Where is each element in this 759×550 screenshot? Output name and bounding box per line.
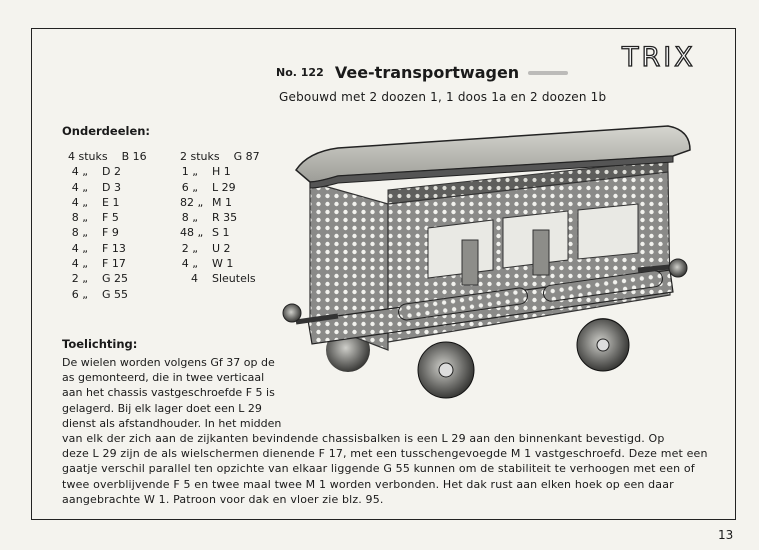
parts-column-2	[180, 149, 260, 287]
buffer-left	[283, 304, 301, 322]
parts-row	[180, 256, 260, 271]
parts-row	[68, 149, 147, 164]
model-subtitle: Gebouwd met 2 doozen 1, 1 doos 1a en 2 doozen 1b	[279, 90, 607, 104]
buffer-right	[669, 259, 687, 277]
parts-heading: Onderdeelen:	[62, 124, 151, 138]
part-code: F 9	[102, 226, 119, 240]
part-code: R 35	[212, 211, 238, 225]
parts-row	[68, 195, 147, 210]
brand-logo: TRIX	[622, 42, 696, 73]
explanation-heading: Toelichting:	[62, 337, 138, 351]
part-quantity: 2 stuks	[180, 150, 220, 163]
parts-row	[180, 241, 260, 256]
part-code: W 1	[212, 257, 234, 271]
part-code: M 1	[212, 195, 232, 209]
part-code: H 1	[212, 165, 231, 179]
wagon-illustration	[278, 120, 698, 410]
explanation-line: aan het chassis vastgeschroefde F 5 is	[62, 386, 275, 400]
explanation-line: deze L 29 zijn de als wielschermen dienende F 17, met een tusschengevoegde M 1 vastgeschroefd. Deze met een	[62, 447, 708, 461]
part-quantity: 4 „	[71, 165, 88, 179]
part-quantity: 2 „	[71, 272, 88, 286]
part-quantity: 48 „	[180, 226, 204, 240]
ink-smudge	[528, 71, 568, 75]
part-quantity: 4	[191, 272, 198, 286]
explanation-line: van elk der zich aan de zijkanten bevindende chassisbalken is een L 29 aan den binnenkant bevestigd. Op	[62, 432, 665, 445]
model-title	[276, 62, 568, 82]
part-quantity: 8 „	[71, 226, 88, 240]
part-code: Sleutels	[212, 272, 256, 286]
part-quantity: 4 stuks	[68, 150, 108, 163]
parts-row	[68, 287, 147, 302]
parts-column-1	[68, 149, 147, 302]
part-code: S 1	[212, 226, 230, 240]
parts-row	[180, 164, 260, 179]
part-code: B 16	[121, 150, 147, 163]
explanation-text-wide	[62, 431, 718, 507]
part-quantity: 1 „	[181, 165, 198, 179]
parts-row	[68, 271, 147, 286]
part-quantity: 4 „	[71, 180, 88, 194]
part-code: F 17	[102, 257, 126, 271]
part-code: L 29	[212, 180, 236, 194]
parts-row	[180, 149, 260, 164]
part-quantity: 8 „	[181, 211, 198, 225]
part-code: F 5	[102, 211, 119, 225]
explanation-line: twee overblijvende F 5 en twee maal twee M 1 worden verbonden. Het dak rust aan elken hoek op een daar	[62, 477, 674, 491]
model-name: Vee-transportwagen	[334, 63, 520, 82]
part-quantity: 2 „	[181, 241, 198, 255]
parts-row	[68, 210, 147, 225]
page-number: 13	[718, 528, 734, 542]
part-code: U 2	[212, 241, 231, 255]
part-code: F 13	[102, 241, 126, 255]
part-quantity: 6 „	[71, 287, 88, 301]
part-code: E 1	[102, 195, 120, 209]
part-quantity: 4 „	[71, 195, 88, 209]
explanation-line: De wielen worden volgens Gf 37 op de	[62, 356, 275, 369]
parts-row	[180, 195, 260, 210]
part-code: D 3	[102, 180, 121, 194]
model-number: No. 122	[276, 66, 324, 79]
explanation-line: aangebrachte W 1. Patroon voor dak en vloer zie blz. 95.	[62, 492, 384, 506]
part-quantity: 6 „	[181, 180, 198, 194]
part-code: G 55	[102, 287, 129, 301]
parts-row	[68, 225, 147, 240]
part-quantity: 82 „	[180, 195, 204, 209]
part-quantity: 4 „	[71, 257, 88, 271]
part-code: D 2	[102, 165, 121, 179]
part-code: G 87	[233, 150, 260, 163]
part-quantity: 4 „	[181, 257, 198, 271]
parts-row	[180, 271, 260, 286]
explanation-line: gaatje verschil parallel ten opzichte van elkaar liggende G 55 kunnen om de stabiliteit te verhoogen met een of	[62, 462, 695, 476]
explanation-line: dienst als afstandhouder. In het midden	[62, 416, 282, 430]
explanation-line: as gemonteerd, die in twee verticaal	[62, 371, 265, 385]
parts-row	[180, 210, 260, 225]
parts-row	[68, 256, 147, 271]
explanation-text-narrow	[62, 355, 284, 431]
part-code: G 25	[102, 272, 129, 286]
parts-row	[68, 180, 147, 195]
parts-row	[180, 225, 260, 240]
explanation-line: gelagerd. Bij elk lager doet een L 29	[62, 401, 262, 415]
parts-row	[68, 241, 147, 256]
parts-row	[180, 180, 260, 195]
parts-row	[68, 164, 147, 179]
part-quantity: 4 „	[71, 241, 88, 255]
part-quantity: 8 „	[71, 211, 88, 225]
